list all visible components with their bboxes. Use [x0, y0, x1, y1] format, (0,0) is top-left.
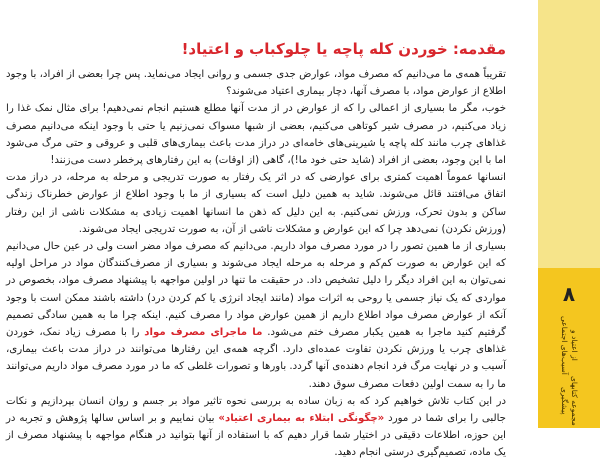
body-text [6, 66, 506, 462]
highlight-phrase-2: «چگونگی ابتلاء به بیماری اعتیاد» [218, 413, 385, 425]
series-title [540, 316, 598, 426]
paragraph-5 [6, 393, 506, 462]
series-title-line-2: از اعتیاد و آسیب‌های اجتماعی [560, 316, 579, 375]
series-title-line-1: مجموعه کتابهای پیشگیری [560, 375, 579, 426]
page-title: مقدمه: خوردن کله پاچه یا چلوکباب و اعتیاد! [181, 40, 506, 58]
paragraph-4 [6, 238, 506, 393]
paragraph-1: تقریباً همه‌ی ما می‌دانیم که مصرف مواد، عوارض جدی جسمی و روانی ایجاد می‌نماید. پس چرا بعضی از افراد، با وجود اطلاع از عوارض مواد، با مصرف آنها، دچار بیماری اعتیاد می‌شوند؟ [6, 69, 506, 98]
paragraph-4-end: را با مصرف زیاد نمک، خوردن غذاهای چرب یا ورزش نکردن تفاوت عمده‌ای دارد. اگرچه همه‌ی این رفتارها می‌توانند در دراز مدت باعث بیماری، آسیب و در نهایت مرگ فرد انجام دهنده‌ی آنها گردد. باورها و تصورات غلطی که ما در مورد مصرف مواد داریم می‌توانند ما را به سمت اولین دفعات مصرف سوق دهند. [6, 327, 506, 390]
page-number: ۸ [562, 282, 576, 306]
highlight-phrase-1: ما ماجرای مصرف مواد [144, 327, 263, 339]
paragraph-2: خوب، مگر ما بسیاری از اعمالی را که از عوارض در از مدت آنها مطلع هستیم انجام نمی‌دهیم! برای مثال نمک غذا را زیاد می‌کنیم، در مصرف شیر کوتاهی می‌کنیم، بعضی از شبها مسواک نمی‌زنیم یا حتی با وجود اینکه می‌دانیم مصرف غذاهای چرب مانند کله پاچه یا شیرینی‌های خامه‌ای در دراز مدت باعث بیماری‌های قلبی و عروقی و حتی مرگ می‌شود اما با این وجود، بعضی از افراد (شاید حتی خود ما!)، گاهی (از اوقات) به این رفتارهای پرخطر دست می‌زنند! [6, 103, 506, 167]
paragraph-4-start: بسیاری از ما همین تصور را در مورد مصرف مواد داریم. می‌دانیم که مصرف مواد مضر است ولی در عین حال می‌دانیم که این عوارض به صورت کم‌کم و مرحله به مرحله ایجاد می‌شوند و بسیاری از مصرف‌کنندگان مواد در مراحل اولیه نمی‌توان به این افراد دیگر را دلیل تشخیص داد. در حقیقت ما تنها در اولین مواجهه با پیشنهاد مصرف مواد، بخصوص در مواردی که یک نیاز جسمی یا روحی به اثرات مواد (مانند ایجاد انرژی یا کم کردن درد) داشته باشند ممکن است با وجود آنکه از عوارض مصرف مواد اطلاع داریم از همین عوارض مواد را مصرف کنیم. اینکه چرا ما به همین سادگی تصمیم گرفتیم کنید ماجرا به همین یکبار مصرف ختم می‌شود. [6, 241, 506, 339]
paragraph-5-start: در این کتاب تلاش خواهیم کرد که به زبان ساده به بررسی نحوه تاثیر مواد بر جسم و روان انسان بپردازیم و نکات جالبی را برای شما در مورد [6, 395, 506, 425]
paragraph-5-end: بیان نماییم و بر اساس سالها پژوهش و تجربه در این حوزه، اطلاعات دقیقی در اختیار شما قرار دهیم که با استفاده از آنها بتوانید در هنگام مواجهه با پیشنهاد مصرف از یک ماده، تصمیم‌گیری درستی انجام دهید. [6, 413, 506, 459]
paragraph-3: انسانها عموماً اهمیت کمتری برای عوارضی که در اثر یک رفتار به صورت تدریجی و مرحله به مرحله، در دراز مدت اتفاق می‌افتند قائل می‌شوند. شاید به همین دلیل است که بسیاری از ما با وجود اطلاع از عوارض خطرناک زندگی ساکن و بدون تحرک، ورزش نمی‌کنیم. به این دلیل که ذهن ما انسانها اهمیت زیادی به مشکلات ناشی از این رفتار (ورزش نکردن) نمی‌دهد چرا که این عوارض و مشکلات ناشی از آن، به صورت تدریجی ایجاد می‌شوند. [6, 172, 506, 235]
